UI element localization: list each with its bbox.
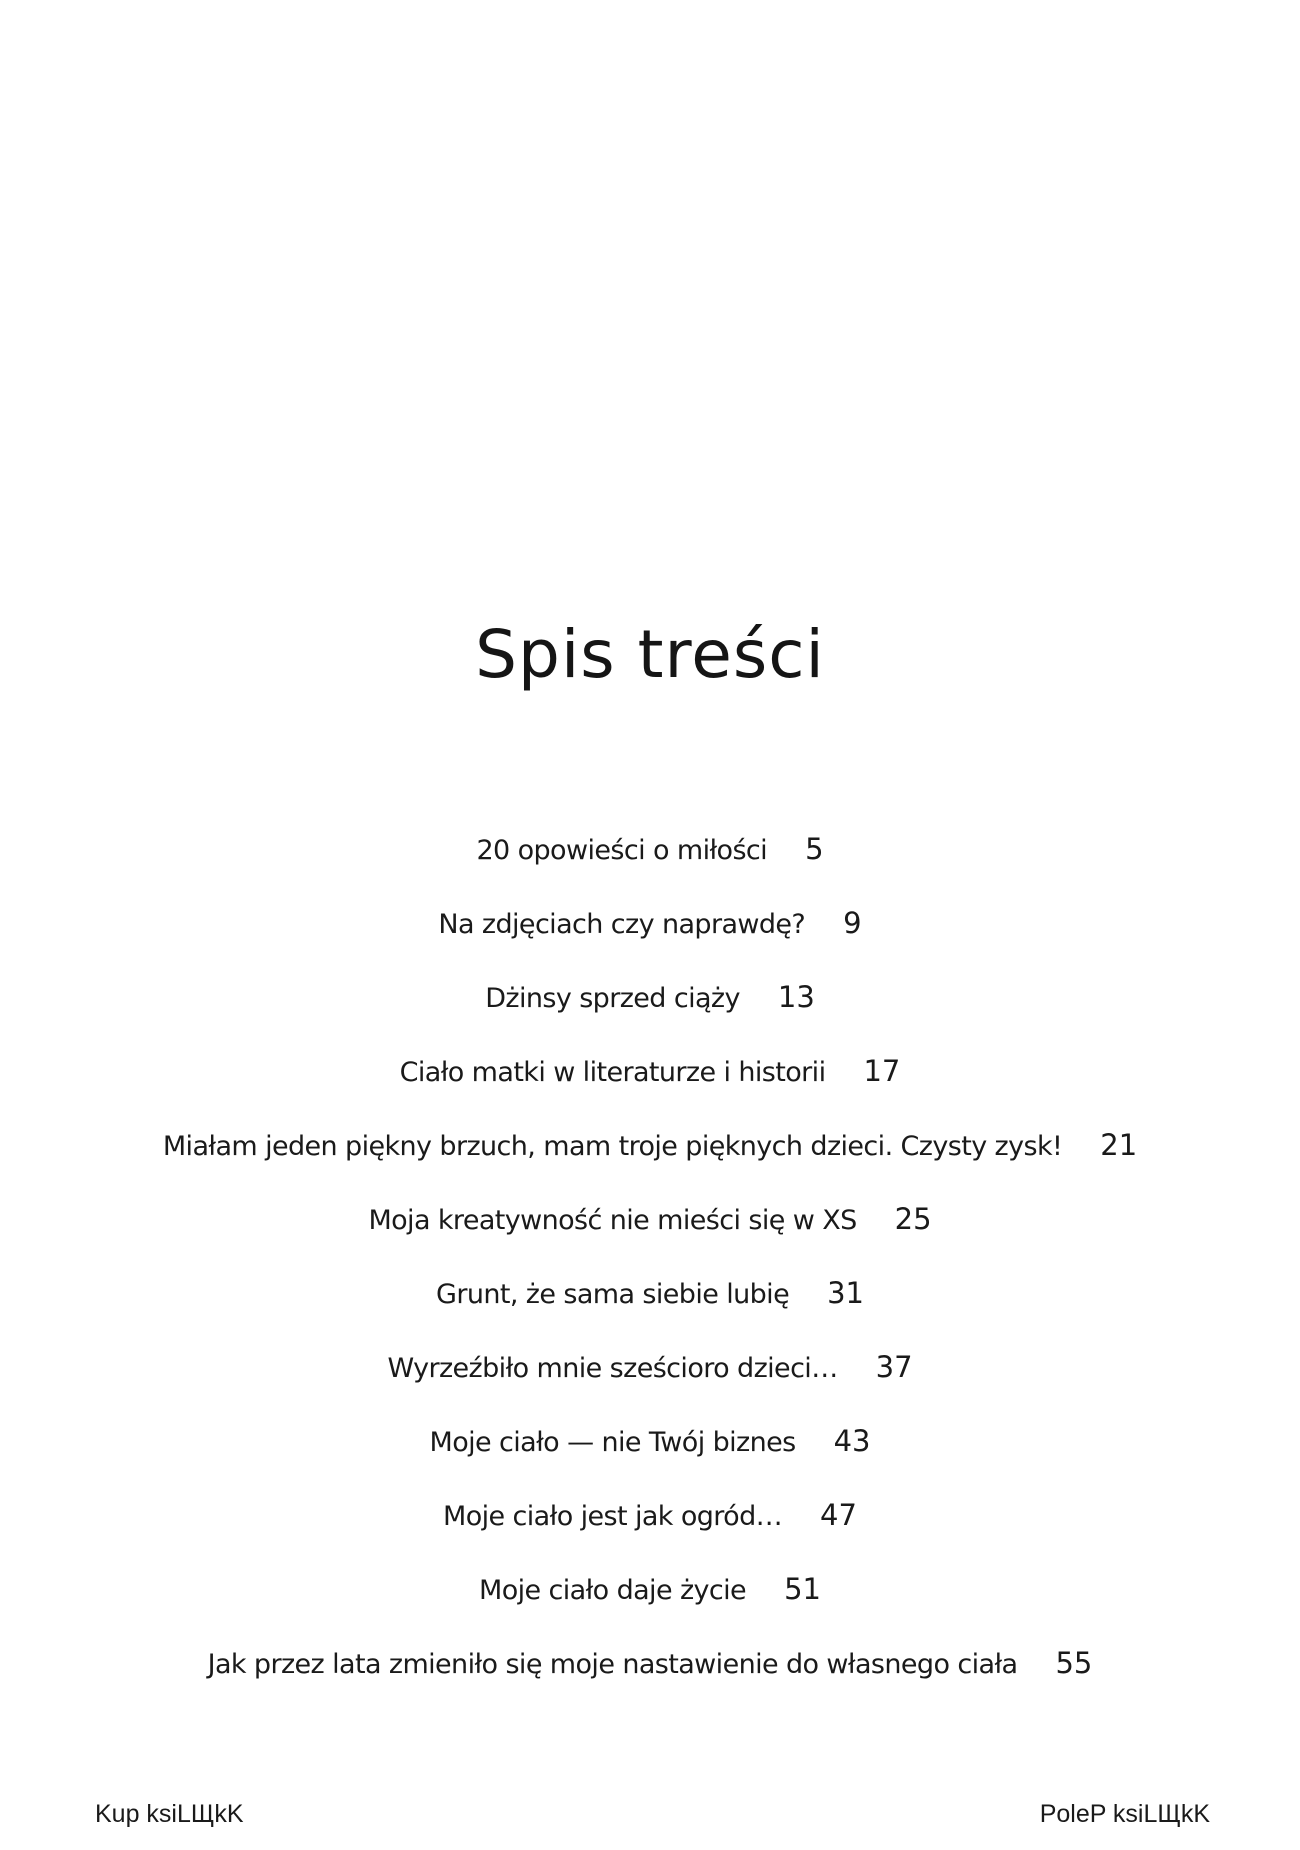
- toc-entry-page-number: 5: [805, 832, 824, 866]
- toc-entry-page-number: 51: [784, 1572, 821, 1606]
- toc-entry: [0, 1276, 1300, 1350]
- toc-entry: [0, 832, 1300, 906]
- recommend-book-link[interactable]: PoleP ksiLЩkK: [1039, 1800, 1210, 1828]
- buy-book-link[interactable]: Kup ksiLЩkK: [95, 1800, 244, 1828]
- toc-entry: [0, 906, 1300, 980]
- toc-entry: [0, 1424, 1300, 1498]
- toc-entry-page-number: 17: [863, 1054, 901, 1088]
- toc-entry: [0, 1202, 1300, 1276]
- toc-entry-page-number: 37: [875, 1350, 913, 1384]
- toc-entry: [0, 1646, 1300, 1720]
- page-title: Spis treści: [475, 616, 825, 693]
- toc-entry-page-number: 25: [894, 1202, 932, 1236]
- toc-entry: [0, 1498, 1300, 1572]
- toc-entry-title: Jak przez lata zmieniło się moje nastawienie do własnego ciała: [207, 1649, 1018, 1680]
- toc-entry-title: Moje ciało jest jak ogród…: [443, 1501, 783, 1532]
- toc-entry-title: 20 opowieści o miłości: [476, 835, 768, 866]
- toc-entry-page-number: 47: [820, 1498, 857, 1532]
- toc-entry-title: Grunt, że sama siebie lubię: [436, 1279, 790, 1310]
- toc-entry-page-number: 55: [1055, 1646, 1093, 1680]
- toc-entry: [0, 1572, 1300, 1646]
- table-of-contents: [0, 832, 1300, 1720]
- toc-entry: [0, 980, 1300, 1054]
- toc-entry: [0, 1350, 1300, 1424]
- toc-entry-title: Dżinsy sprzed ciąży: [485, 983, 740, 1014]
- toc-entry-title: Na zdjęciach czy naprawdę?: [438, 909, 806, 940]
- toc-entry: [0, 1128, 1300, 1202]
- toc-entry-title: Ciało matki w literaturze i historii: [399, 1057, 826, 1088]
- toc-entry-title: Moja kreatywność nie mieści się w XS: [368, 1205, 857, 1236]
- toc-entry-page-number: 9: [843, 906, 862, 940]
- toc-entry-title: Moje ciało — nie Twój biznes: [429, 1427, 796, 1458]
- toc-entry: [0, 1054, 1300, 1128]
- toc-entry-title: Wyrzeźbiło mnie sześcioro dzieci…: [387, 1353, 838, 1384]
- toc-entry-title: Miałam jeden piękny brzuch, mam troje pięknych dzieci. Czysty zysk!: [162, 1131, 1063, 1162]
- toc-entry-page-number: 21: [1100, 1128, 1138, 1162]
- toc-entry-page-number: 43: [833, 1424, 871, 1458]
- toc-entry-page-number: 31: [827, 1276, 864, 1310]
- toc-entry-page-number: 13: [777, 980, 815, 1014]
- toc-entry-title: Moje ciało daje życie: [479, 1575, 747, 1606]
